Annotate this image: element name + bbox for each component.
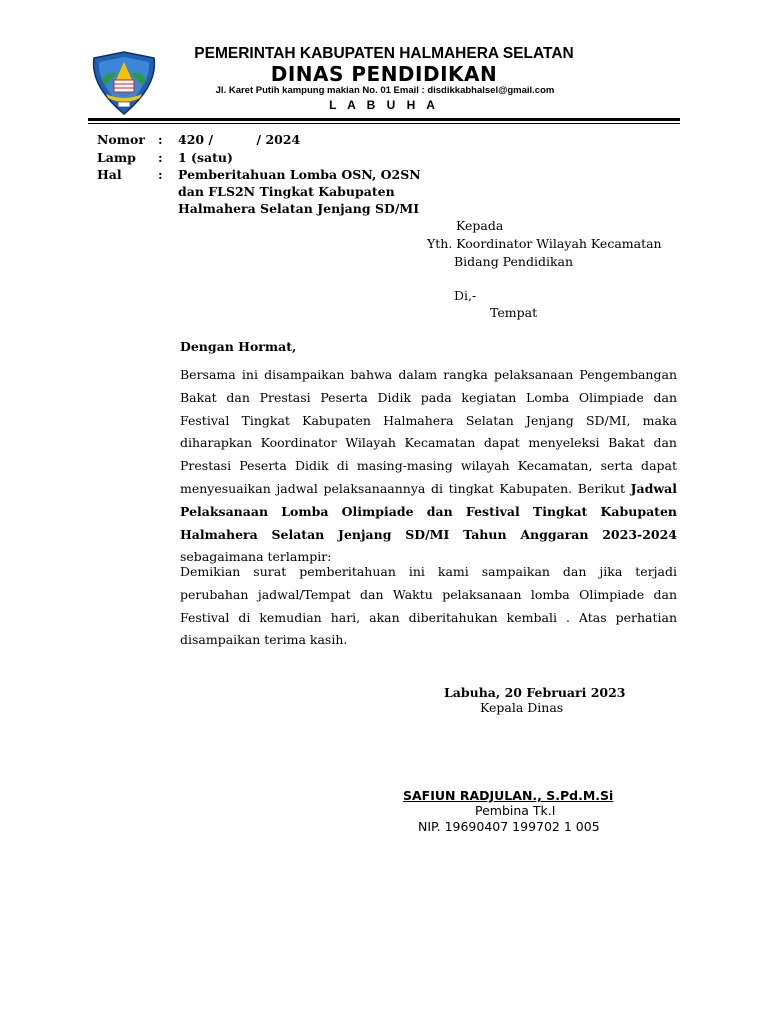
lamp-label: Lamp <box>97 150 136 165</box>
signer-nip: NIP. 19690407 199702 1 005 <box>418 819 600 834</box>
header-rule-thin <box>88 123 680 124</box>
header-rule-thick <box>88 118 680 121</box>
agency-address: Jl. Karet Putih kampung makian No. 01 Email : disdikkabhalsel@gmail.com <box>215 85 555 96</box>
nomor-value: 420 / / 2024 <box>178 132 301 147</box>
paragraph-1-end: sebagaimana terlampir: <box>180 526 685 565</box>
recipient-tempat: Tempat <box>490 305 538 320</box>
hal-label: Hal <box>97 167 122 182</box>
nomor-label: Nomor <box>97 132 145 147</box>
paragraph-1-bold: Jadwal Pelaksanaan Lomba Olimpiade dan Festival Tingkat Kabupaten Halmahera Selatan Jenjang SD/MI Tahun Anggaran 2023-2024 <box>180 480 677 542</box>
hal-line-1: Pemberitahuan Lomba OSN, O2SN <box>178 167 421 182</box>
regency-logo <box>88 50 160 116</box>
signature-position: Kepala Dinas <box>480 700 564 715</box>
hal-line-2: dan FLS2N Tingkat Kabupaten <box>178 184 395 199</box>
government-name: PEMERINTAH KABUPATEN HALMAHERA SELATAN <box>194 45 574 62</box>
hal-colon: : <box>158 167 163 182</box>
paragraph-1-text: Bersama ini disampaikan bahwa dalam rangka pelaksanaan Pengembangan Bakat dan Prestasi Peserta Didik pada kegiatan Lomba Olimpiade dan Festival Tingkat Kabupaten Halmahera Selatan Jenjang SD/MI, maka diharapkan Koordinator Wilayah Kecamatan dapat menyeleksi Bakat dan Prestasi Peserta Didik di masing-masing wilayah Kecamatan, serta dapat menyesuaikan jadwal pelaksanaannya di tingkat Kabupaten. Berikut <box>180 367 677 496</box>
paragraph-2: Demikian surat pemberitahuan ini kami sampaikan dan jika terjadi perubahan jadwal/Tempat dan Waktu pelaksanaan lomba Olimpiade dan Festival di kemudian hari, akan diberitahukan kembali . Atas perhatian disampaikan terima kasih. <box>180 564 677 648</box>
recipient-kepada: Kepada <box>456 218 504 233</box>
signature-place-date: Labuha, 20 Februari 2023 <box>444 685 626 700</box>
lamp-colon: : <box>158 150 163 165</box>
paragraph-1 <box>180 364 685 569</box>
nomor-colon: : <box>158 132 163 147</box>
signer-rank: Pembina Tk.I <box>475 803 556 818</box>
signer-name: SAFIUN RADJULAN., S.Pd.M.Si <box>403 788 614 803</box>
hal-line-3: Halmahera Selatan Jenjang SD/MI <box>178 201 420 216</box>
greeting: Dengan Hormat, <box>180 339 297 354</box>
recipient-bidang: Bidang Pendidikan <box>454 254 574 269</box>
recipient-di: Di,- <box>454 288 477 303</box>
lamp-value: 1 (satu) <box>178 150 233 165</box>
agency-name: DINAS PENDIDIKAN <box>270 62 498 86</box>
recipient-yth: Yth. Koordinator Wilayah Kecamatan <box>427 236 662 251</box>
city-name: L A B U H A <box>329 98 439 112</box>
